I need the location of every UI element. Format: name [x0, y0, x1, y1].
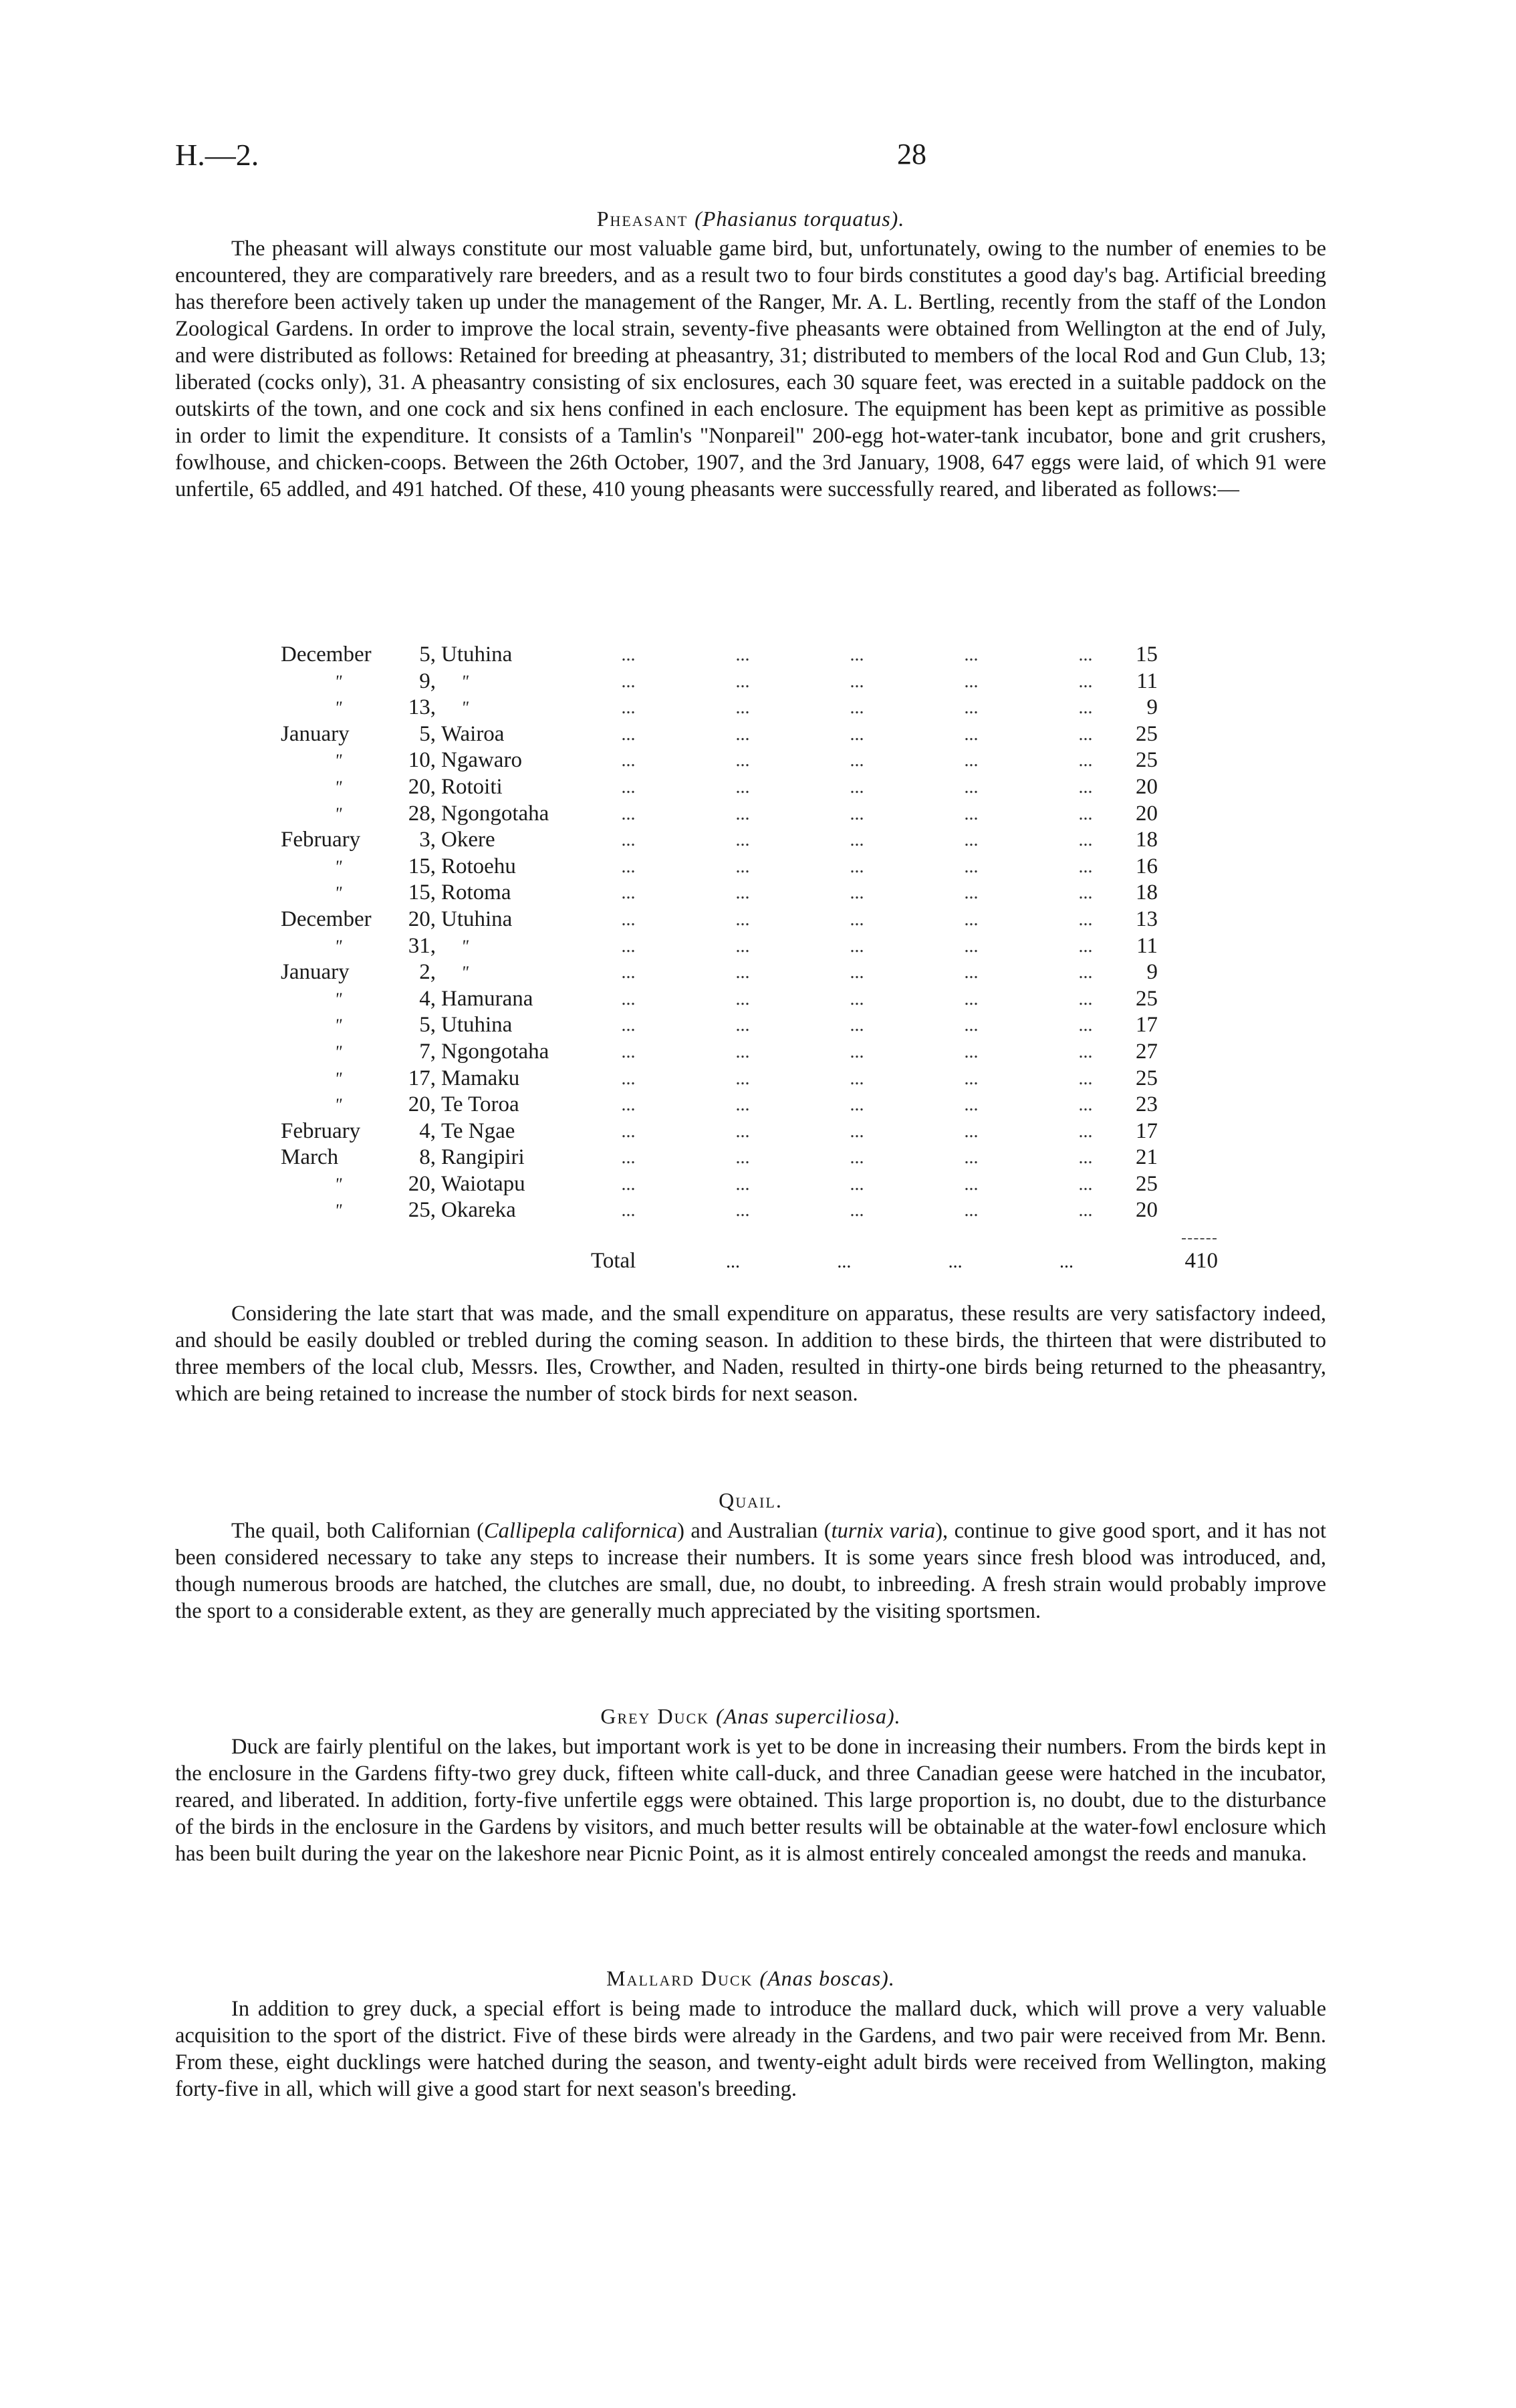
release-count: 13	[1136, 907, 1158, 931]
release-day: 2,	[419, 960, 436, 985]
release-row	[281, 774, 1158, 801]
release-count: 25	[1136, 986, 1158, 1011]
release-day: 7,	[419, 1039, 436, 1064]
release-count: 11	[1136, 669, 1158, 693]
leader-dots: ... ... ... ... ...	[621, 1173, 1093, 1195]
release-place: "	[461, 936, 469, 956]
quail-text-start: The quail, both Californian (	[231, 1519, 484, 1543]
total-leader-dots: ... ... ... ...	[726, 1251, 1073, 1272]
release-place: Rotoma	[441, 880, 511, 905]
mallard-duck-heading-name: Mallard Duck	[606, 1966, 753, 1990]
release-row	[281, 907, 1158, 933]
release-place: Waiotapu	[441, 1171, 525, 1196]
release-place: "	[461, 963, 469, 983]
release-day: 10,	[408, 748, 436, 773]
pheasant-heading-name: Pheasant	[596, 207, 688, 231]
release-month: "	[334, 1201, 342, 1221]
release-day: 8,	[419, 1145, 436, 1170]
release-month: December	[281, 642, 372, 667]
release-place: Utuhina	[441, 642, 513, 667]
release-day: 4,	[419, 1118, 436, 1143]
pheasant-heading-latin: (Phasianus torquatus).	[694, 207, 905, 231]
release-month: March	[281, 1145, 339, 1170]
pheasant-paragraph: The pheasant will always constitute our most valuable game bird, but, unfortunately, owing to the number of enemies to be encountered, they are comparatively rare breeders, and as a result two to four birds constitutes a good day's bag. Artificial breeding has therefore been actively taken up under the management of the Ranger, Mr. A. L. Bertling, recently from the staff of the London Zoological Gardens. In order to improve the local strain, seventy-five pheasants were obtained from Wellington at the end of July, and were distributed as follows: Retained for breeding at pheasantry, 31; distributed to members of the local Rod and Gun Club, 13; liberated (cocks only), 31. A pheasantry consisting of six enclosures, each 30 square feet, was erected in a suitable paddock on the outskirts of the town, and one cock and six hens confined in each enclosure. The equipment has been kept as primitive as possible in order to limit the expenditure. It consists of a Tamlin's "Nonpareil" 200-egg hot-water-tank incubator, bone and grit crushers, fowlhouse, and chicken-coops. Between the 26th October, 1907, and the 3rd January, 1908, 647 eggs were laid, of which 91 were unfertile, 65 addled, and 491 hatched. Of these, 410 young pheasants were successfully reared, and liberated as follows:—	[175, 237, 1326, 501]
release-place: Ngongotaha	[441, 801, 549, 826]
quail-heading	[175, 1485, 1326, 1515]
release-place: Rangipiri	[441, 1145, 525, 1170]
release-place: Ngongotaha	[441, 1039, 549, 1064]
release-row	[281, 695, 1158, 721]
release-month: February	[281, 828, 361, 852]
release-row	[281, 959, 1158, 986]
leader-dots: ... ... ... ... ...	[621, 962, 1093, 983]
total-label: Total	[591, 1249, 636, 1273]
release-count: 17	[1136, 1118, 1158, 1143]
release-count: 15	[1136, 642, 1158, 667]
release-count: 16	[1136, 854, 1158, 878]
quail-text-end: ), continue to give good sport, and it has not been considered necessary to take any steps to increase their numbers. It is some years since fresh blood was introduced, and, though numerous broods are hatched, the clutches are small, due, no doubt, to inbreeding. A fresh strain would probably improve the sport to a considerable extent, as they are generally much appreciated by the visiting sportsmen.	[175, 1519, 1326, 1623]
release-month: January	[281, 721, 350, 746]
release-day: 20,	[408, 1092, 436, 1117]
release-row	[281, 1039, 1158, 1066]
release-count: 25	[1136, 748, 1158, 773]
release-month: "	[334, 856, 342, 876]
release-month: "	[334, 698, 342, 718]
release-month: January	[281, 960, 350, 985]
release-row	[281, 1197, 1158, 1224]
release-month: "	[334, 1095, 342, 1115]
mallard-duck-heading	[175, 1963, 1326, 1993]
release-month: "	[334, 1042, 342, 1062]
grey-duck-heading-latin: (Anas superciliosa).	[716, 1704, 901, 1728]
release-month: "	[334, 804, 342, 824]
leader-dots: ... ... ... ... ...	[621, 830, 1093, 851]
leader-dots: ... ... ... ... ...	[621, 856, 1093, 877]
release-month: "	[334, 989, 342, 1009]
release-place: "	[461, 671, 469, 691]
leader-dots: ... ... ... ... ...	[621, 882, 1093, 904]
release-day: 25,	[408, 1198, 436, 1223]
release-day: 31,	[408, 933, 436, 958]
leader-dots: ... ... ... ... ...	[621, 1015, 1093, 1036]
release-row	[281, 1092, 1158, 1118]
release-day: 20,	[408, 774, 436, 799]
release-day: 15,	[408, 880, 436, 905]
release-row	[281, 801, 1158, 828]
pheasant-heading	[175, 204, 1326, 233]
release-count: 18	[1136, 828, 1158, 852]
leader-dots: ... ... ... ... ...	[621, 909, 1093, 930]
leader-dots: ... ... ... ... ...	[621, 1068, 1093, 1089]
leader-dots: ... ... ... ... ...	[621, 1041, 1093, 1062]
release-row	[281, 986, 1158, 1013]
release-row	[281, 933, 1158, 960]
release-month: "	[334, 777, 342, 797]
release-month: February	[281, 1118, 361, 1143]
release-month: "	[334, 751, 342, 771]
release-place: Wairoa	[441, 721, 505, 746]
release-month: "	[334, 936, 342, 956]
grey-duck-heading-name: Grey Duck	[600, 1704, 710, 1728]
quail-latin-californian: Callipepla californica	[483, 1519, 678, 1543]
quail-latin-australian: turnix varia	[831, 1519, 936, 1543]
leader-dots: ... ... ... ... ...	[621, 988, 1093, 1009]
release-place: Utuhina	[441, 1013, 513, 1038]
release-count: 25	[1136, 1066, 1158, 1090]
quail-paragraph	[175, 1518, 1326, 1624]
release-row	[281, 854, 1158, 880]
leader-dots: ... ... ... ... ...	[621, 671, 1093, 692]
release-row	[281, 1118, 1158, 1145]
release-place: Okareka	[441, 1198, 516, 1223]
release-place: "	[461, 698, 469, 718]
release-day: 13,	[408, 695, 436, 720]
release-place: Hamurana	[441, 986, 533, 1011]
release-row	[281, 747, 1158, 774]
release-count: 9	[1146, 695, 1158, 720]
leader-dots: ... ... ... ... ...	[621, 776, 1093, 798]
release-place: Ngawaro	[441, 748, 522, 773]
release-month: "	[334, 671, 342, 691]
release-row	[281, 642, 1158, 669]
release-count: 20	[1136, 1198, 1158, 1223]
release-count: 21	[1136, 1145, 1158, 1170]
leader-dots: ... ... ... ... ...	[621, 1200, 1093, 1221]
release-month: "	[334, 1068, 342, 1088]
page-number: 28	[897, 138, 926, 170]
quail-heading-text: Quail.	[719, 1488, 783, 1512]
release-count: 20	[1136, 801, 1158, 826]
release-count: 25	[1136, 1171, 1158, 1196]
release-count: 17	[1136, 1013, 1158, 1038]
release-count: 18	[1136, 880, 1158, 905]
release-count: 9	[1146, 960, 1158, 985]
release-place: Mamaku	[441, 1066, 520, 1090]
release-day: 9,	[419, 669, 436, 693]
release-month: "	[334, 1174, 342, 1194]
release-day: 17,	[408, 1066, 436, 1090]
release-place: Utuhina	[441, 907, 513, 931]
release-place: Rotoehu	[441, 854, 516, 878]
release-count: 20	[1136, 774, 1158, 799]
leader-dots: ... ... ... ... ...	[621, 697, 1093, 719]
total-value: 410	[1184, 1249, 1218, 1273]
release-place: Okere	[441, 828, 495, 852]
release-row	[281, 721, 1158, 748]
release-count: 11	[1136, 933, 1158, 958]
release-month: "	[334, 1015, 342, 1036]
release-day: 20,	[408, 907, 436, 931]
leader-dots: ... ... ... ... ...	[621, 644, 1093, 665]
page-header	[175, 137, 1346, 177]
release-row	[281, 1066, 1158, 1092]
release-day: 5,	[419, 1013, 436, 1038]
pheasant-release-table	[281, 642, 1158, 1224]
grey-duck-paragraph: Duck are fairly plentiful on the lakes, but important work is yet to be done in increasing their numbers. From the birds kept in the enclosure in the Gardens fifty-two grey duck, fifteen white call-duck, and three Canadian geese were hatched in the incubator, reared, and liberated. In addition, forty-five unfertile eggs were obtained. This large proportion is, no doubt, due to the disturbance of the birds in the enclosure in the Gardens by visitors, and much better results will be obtainable at the water-fowl enclosure which has been built during the year on the lakeshore near Picnic Point, as it is almost entirely concealed amongst the reeds and manuka.	[175, 1735, 1326, 1866]
mallard-duck-heading-latin: (Anas boscas).	[759, 1966, 895, 1990]
leader-dots: ... ... ... ... ...	[621, 935, 1093, 957]
mallard-duck-paragraph: In addition to grey duck, a special effort is being made to introduce the mallard duck, which will prove a very valuable acquisition to the sport of the district. Five of these birds were already in the Gardens, and two pair were received from Mr. Benn. From these, eight ducklings were hatched during the season, and twenty-eight adult birds were received from Wellington, making forty-five in all, which will give a good start for next season's breeding.	[175, 1997, 1326, 2101]
release-count: 27	[1136, 1039, 1158, 1064]
release-month: December	[281, 907, 372, 931]
leader-dots: ... ... ... ... ...	[621, 803, 1093, 824]
release-place: Te Ngae	[441, 1118, 515, 1143]
leader-dots: ... ... ... ... ...	[621, 750, 1093, 771]
release-row	[281, 827, 1158, 854]
leader-dots: ... ... ... ... ...	[621, 1120, 1093, 1142]
release-place: Te Toroa	[441, 1092, 519, 1117]
release-month: "	[334, 883, 342, 903]
quail-text-mid: ) and Australian (	[677, 1519, 832, 1543]
release-day: 5,	[419, 642, 436, 667]
release-place: Rotoiti	[441, 774, 503, 799]
release-row	[281, 669, 1158, 695]
release-day: 3,	[419, 828, 436, 852]
release-day: 15,	[408, 854, 436, 878]
release-day: 5,	[419, 721, 436, 746]
leader-dots: ... ... ... ... ...	[621, 1094, 1093, 1116]
release-row	[281, 1171, 1158, 1198]
pheasant-followup-paragraph: Considering the late start that was made, and the small expenditure on apparatus, these results are very satisfactory indeed, and should be easily doubled or trebled during the coming season. In addition to these birds, the thirteen that were distributed to three members of the local club, Messrs. Iles, Crowther, and Naden, resulted in thirty-one birds being returned to the pheasantry, which are being retained to increase the number of stock birds for next season.	[175, 1302, 1326, 1406]
leader-dots: ... ... ... ... ...	[621, 723, 1093, 745]
release-day: 4,	[419, 986, 436, 1011]
release-day: 28,	[408, 801, 436, 826]
release-count: 25	[1136, 721, 1158, 746]
release-row	[281, 1012, 1158, 1039]
release-row	[281, 880, 1158, 907]
leader-dots: ... ... ... ... ...	[621, 1147, 1093, 1169]
total-rule	[1182, 1238, 1217, 1239]
grey-duck-heading	[175, 1701, 1326, 1731]
release-row	[281, 1145, 1158, 1171]
release-day: 20,	[408, 1171, 436, 1196]
document-reference: H.—2.	[175, 138, 259, 172]
release-count: 23	[1136, 1092, 1158, 1117]
